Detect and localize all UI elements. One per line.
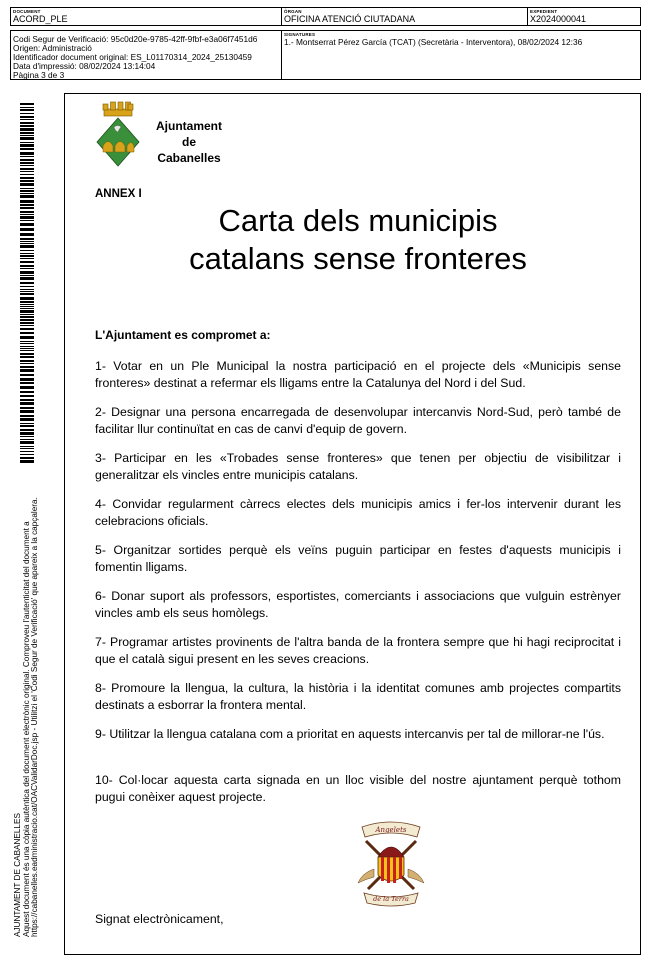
barcode-bar (20, 265, 34, 267)
barcode-bar (20, 391, 34, 393)
barcode-bar (20, 297, 34, 300)
barcode-bar (20, 204, 34, 206)
barcode-bar (20, 363, 34, 364)
side-validation-text (14, 467, 40, 937)
barcode-bar (20, 137, 34, 140)
barcode-bar (20, 250, 34, 251)
document-label: DOCUMENT (13, 9, 41, 14)
side-text-line-1: AJUNTAMENT DE CABANELLES (13, 813, 22, 937)
barcode-bar (20, 116, 34, 118)
signature-entry: 1.- Montserrat Pérez García (TCAT) (Secretària - Interventora), 08/02/2024 12:36 (284, 37, 583, 47)
barcode-bar (20, 122, 34, 124)
barcode-bar (20, 190, 34, 192)
commitment-item-9: 9- Utilitzar la llengua catalana com a prioritat en aquests intercanvis per tal de millorar-ne l'ús. (95, 727, 605, 741)
logo-text-line-1: Ajuntament (156, 119, 222, 133)
commitment-intro: L'Ajuntament es compromet a: (95, 328, 271, 342)
barcode-bar (20, 328, 34, 330)
organ-label: ÒRGAN (284, 9, 302, 14)
barcode-bar (20, 268, 34, 269)
page-number: Pàgina 3 de 3 (13, 70, 65, 80)
barcode-bar (20, 207, 34, 209)
barcode-bar (20, 374, 34, 376)
barcode-bar (20, 275, 34, 276)
barcode-bar (20, 341, 34, 342)
barcode-bar (20, 183, 34, 186)
barcode-bar (20, 109, 34, 111)
barcode-bar (20, 243, 34, 244)
print-date: Data d'impressió: 08/02/2024 13:14:04 (13, 61, 156, 71)
barcode-bar (20, 451, 34, 452)
barcode-bar (20, 399, 34, 401)
commitment-item-5: 5- Organitzar sortides perquè els veïns puguin participar en festes d'aquests municipis i fomentin lligams. (95, 543, 621, 574)
logo-text-line-2: de (181, 135, 196, 149)
barcode-bar (20, 261, 34, 263)
barcode-bar (20, 353, 34, 355)
signatures-label: SIGNATURES (284, 32, 316, 37)
barcode-bar (20, 423, 34, 424)
barcode-bar (20, 135, 34, 136)
barcode-bar (20, 241, 34, 242)
verification-code: Codi Segur de Verificació: 95c0d20e-9785-42ff-9fbf-e3a06f7451d6 (13, 34, 258, 44)
barcode-bar (20, 180, 34, 182)
barcode-bar (20, 277, 34, 280)
barcode-bar (20, 356, 34, 358)
barcode-bar (20, 152, 34, 155)
barcode-bar (20, 228, 34, 231)
title-line-2: catalans sense fronteres (189, 241, 527, 276)
barcode-bar (20, 233, 34, 236)
barcode-bar (20, 171, 34, 172)
barcode-bar (20, 336, 34, 339)
barcode-bar (20, 253, 34, 254)
barcode-bar (20, 460, 34, 463)
barcode-bar (20, 439, 34, 440)
barcode (20, 103, 34, 463)
barcode-bar (20, 291, 34, 292)
municipal-coat-of-arms-logo (93, 99, 148, 173)
commitment-item-3: 3- Participar en les «Trobades sense fronteres» que tenen per objectiu de visibilitzar i generalitzar els vincles entre municipis catalans. (95, 451, 621, 482)
barcode-bar (20, 103, 34, 105)
barcode-bar (20, 319, 34, 321)
barcode-bar (20, 271, 34, 274)
barcode-bar (20, 454, 34, 455)
barcode-bar (20, 142, 34, 143)
barcode-bar (20, 159, 34, 161)
barcode-bar (20, 174, 34, 175)
barcode-bar (20, 162, 34, 164)
barcode-bar (20, 177, 34, 179)
barcode-bar (20, 223, 34, 226)
barcode-bar (20, 378, 34, 381)
barcode-bar (20, 348, 34, 349)
organ-value: OFICINA ATENCIÓ CIUTADANA (284, 14, 416, 24)
barcode-bar (20, 429, 34, 431)
commitment-item-6: 6- Donar suport als professors, esportistes, comerciants i associacions que vulguin estrènyer vincles amb els seus homòlegs. (95, 589, 621, 620)
barcode-bar (20, 360, 34, 362)
barcode-bar (20, 245, 34, 248)
barcode-bar (20, 125, 34, 127)
logo-text-line-3: Cabanelles (157, 151, 221, 165)
side-text-line-2: Aquest document és una còpia autèntica del document electrònic original. Comproveu l'autenticitat del document a (21, 521, 31, 937)
barcode-bar (20, 441, 34, 444)
barcode-bar (20, 220, 34, 221)
document-value: ACORD_PLE (13, 14, 68, 24)
commitment-item-8: 8- Promoure la llengua, la cultura, la història i la identitat comunes amb projectes compartits destinats a esborrar la frontera mental. (95, 681, 621, 712)
commitment-item-7: 7- Programar artistes provinents de l'altra banda de la frontera sempre que hi hagi reciprocitat i que el català sigui present en les seves creacions. (95, 635, 621, 666)
origin: Origen: Administració (13, 43, 92, 53)
barcode-bar (20, 407, 34, 409)
barcode-bar (20, 308, 34, 309)
barcode-bar (20, 156, 34, 157)
barcode-bar (20, 350, 34, 351)
expedient-value: X2024000041 (530, 14, 587, 24)
barcode-bar (20, 415, 34, 417)
barcode-bar (20, 386, 34, 389)
commitment-item-2: 2- Designar una persona encarregada de desenvolupar intercanvis Nord-Sud, però també de facilitar llur continuïtat en cas de canvi d'equip de govern. (95, 405, 621, 436)
barcode-bar (20, 144, 34, 147)
barcode-bar (20, 395, 34, 397)
commitment-item-1: 1- Votar en un Ple Municipal la nostra participació en el projecte dels «Municipis sense fronteres» destinat a refermar els lligams entre la Catalunya del Nord i del Sud. (95, 359, 621, 390)
document-title (125, 202, 591, 278)
barcode-bar (20, 255, 34, 257)
document-cell (11, 8, 281, 25)
barcode-bar (20, 304, 34, 305)
barcode-bar (20, 325, 34, 326)
barcode-bar (20, 402, 34, 405)
barcode-bar (20, 316, 34, 318)
barcode-bar (20, 132, 34, 134)
barcode-bar (20, 286, 34, 287)
document-page (64, 93, 641, 955)
barcode-bar (20, 369, 34, 372)
barcode-bar (20, 293, 34, 295)
barcode-bar (20, 436, 34, 437)
emblem-bottom-text: de la Terra (373, 895, 409, 903)
barcode-bar (20, 128, 34, 131)
barcode-bar (20, 332, 34, 334)
commitment-item-10: 10- Col·locar aquesta carta signada en un lloc visible del nostre ajuntament perquè tothom pugui conèixer aquest projecte. (95, 773, 621, 804)
municipality-name (153, 118, 225, 166)
barcode-bar (20, 165, 34, 166)
electronic-signature-note: Signat electrònicament, (95, 912, 224, 926)
barcode-bar (20, 425, 34, 427)
barcode-bar (20, 238, 34, 240)
header-top-row (10, 7, 641, 26)
signatures-cell (281, 31, 640, 79)
barcode-bar (20, 200, 34, 203)
barcode-bar (20, 216, 34, 219)
barcode-bar (20, 188, 34, 189)
barcode-bar (20, 322, 34, 324)
original-identifier: Identificador document original: ES_L01170314_2024_25130459 (13, 52, 252, 62)
barcode-bar (20, 211, 34, 213)
barcode-bar (20, 432, 34, 435)
barcode-bar (20, 168, 34, 170)
barcode-bar (20, 382, 34, 384)
header-meta-row (10, 30, 641, 80)
barcode-bar (20, 119, 34, 120)
document-metadata (11, 31, 281, 79)
expedient-cell (527, 8, 640, 25)
side-text-line-3: https://cabanelles.eadministracio.cat/OACValidarDoc.jsp - Utilitzi el 'Codi Segur de Verificació' que apareix a la capçalera. (30, 497, 39, 937)
barcode-bar (20, 366, 34, 368)
barcode-bar (20, 282, 34, 284)
barcode-bar (20, 410, 34, 413)
organ-cell (281, 8, 527, 25)
barcode-bar (20, 343, 34, 344)
barcode-bar (20, 314, 34, 315)
barcode-bar (20, 113, 34, 114)
barcode-bar (20, 448, 34, 449)
barcode-bar (20, 457, 34, 459)
annex-label: ANNEX I (95, 188, 142, 200)
commitment-item-4: 4- Convidar regularment càrrecs electes dels municipis amics i fer-los intervenir durant les celebracions oficials. (95, 497, 621, 528)
emblem-top-text: Angelets (375, 826, 407, 834)
title-line-1: Carta dels municipis (218, 203, 498, 238)
barcode-bar (20, 258, 34, 259)
angelets-de-la-terra-emblem (352, 817, 430, 909)
expedient-label: EXPEDIENT (530, 9, 558, 14)
barcode-bar (20, 310, 34, 313)
barcode-bar (20, 193, 34, 194)
barcode-bar (20, 289, 34, 290)
barcode-bar (20, 148, 34, 150)
barcode-bar (20, 446, 34, 447)
barcode-bar (20, 418, 34, 421)
barcode-bar (20, 301, 34, 303)
barcode-bar (20, 214, 34, 215)
barcode-bar (20, 107, 34, 108)
barcode-bar (20, 306, 34, 307)
barcode-bar (20, 195, 34, 198)
barcode-bar (20, 346, 34, 347)
